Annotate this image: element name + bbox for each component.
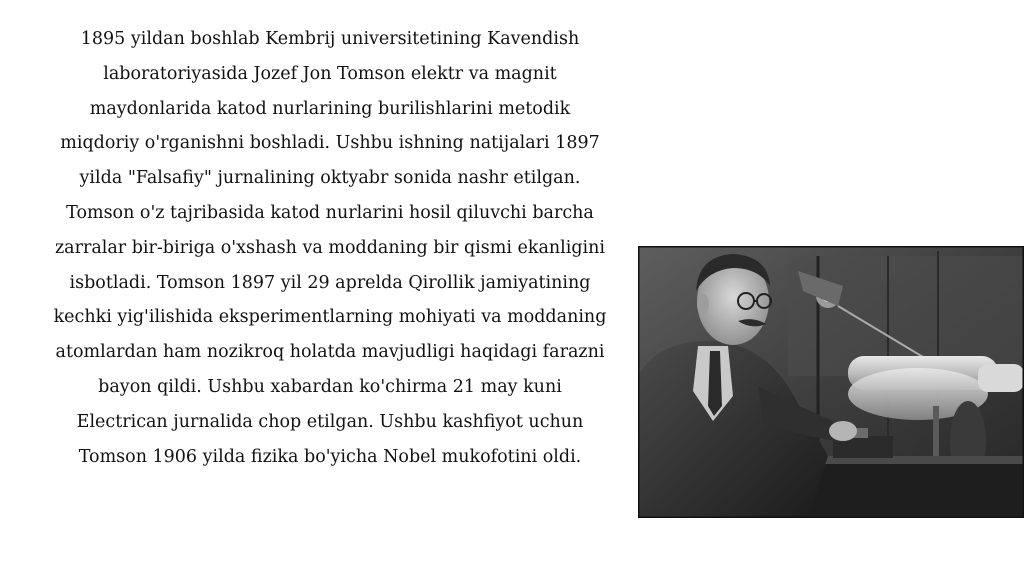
paragraph-line: maydonlarida katod nurlarining burilishlarini metodik: [89, 98, 571, 119]
paragraph-line: Tomson 1906 yilda fizika bo'yicha Nobel mukofotini oldi.: [78, 446, 582, 467]
body-paragraph: [30, 22, 630, 474]
paragraph-line: laboratoriyasida Jozef Jon Tomson elektr va magnit: [103, 63, 557, 84]
thomson-portrait-photo: [638, 246, 1024, 518]
paragraph-line: isbotladi. Tomson 1897 yil 29 aprelda Qirollik jamiyatining: [69, 272, 591, 293]
paragraph-line: yilda "Falsafiy" jurnalining oktyabr sonida nashr etilgan.: [79, 168, 581, 189]
paragraph-line: 1895 yildan boshlab Kembrij universitetining Kavendish: [80, 29, 580, 49]
paragraph-line: bayon qildi. Ushbu xabardan ko'chirma 21 may kuni: [98, 376, 562, 397]
photo-illustration: [638, 246, 1024, 518]
paragraph-line: kechki yig'ilishida eksperimentlarning mohiyati va moddaning: [53, 307, 607, 328]
paragraph-line: Tomson o'z tajribasida katod nurlarini hosil qiluvchi barcha: [66, 202, 594, 223]
paragraph-line: zarralar bir-biriga o'xshash va moddaning bir qismi ekanligini: [54, 237, 606, 258]
paragraph-line: miqdoriy o'rganishni boshladi. Ushbu ishning natijalari 1897: [60, 133, 600, 154]
paragraph-line: atomlardan ham nozikroq holatda mavjudligi haqidagi farazni: [55, 342, 605, 363]
paragraph-line: Electrican jurnalida chop etilgan. Ushbu kashfiyot uchun: [76, 411, 584, 432]
